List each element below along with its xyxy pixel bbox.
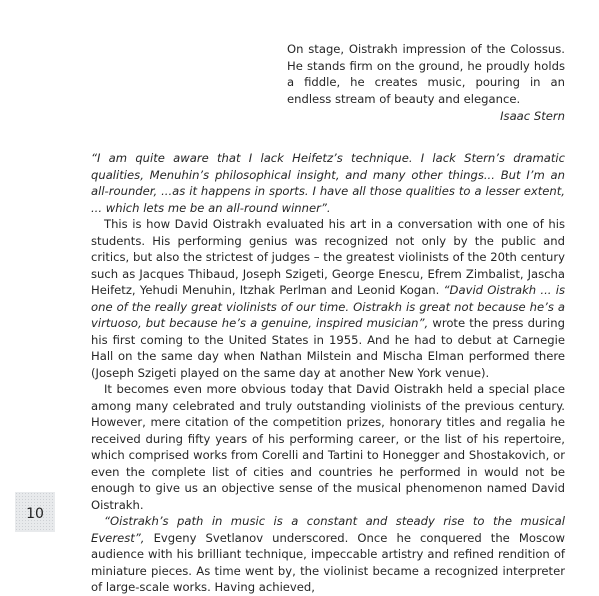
paragraph-text: wrote the press during his first coming to the United States in 1955. And he had to debut at Carnegie Hall on the same day when Nathan Milstein and Mischa Elman performed there (Joseph Szigeti played on the same day at another New York venue).: [91, 316, 565, 380]
svetlanov-quote: “Oistrakh’s path in music is a constant and steady rise to the musical Everest”,: [91, 514, 565, 545]
press-quote: “David Oistrakh ... is one of the really great violinists of our time. Oistrakh is great not because he’s a virtuoso, but because he’s a genuine, inspired musician”,: [91, 283, 565, 330]
epigraph: [287, 41, 565, 125]
page-number: 10: [26, 506, 44, 522]
page-number-box: [15, 492, 55, 532]
epigraph-author: Isaac Stern: [500, 109, 565, 123]
paragraph-quote-oistrakh: [91, 150, 565, 216]
paragraph-evaluation: [91, 216, 565, 381]
paragraph-everest: [91, 513, 565, 596]
oistrakh-quote: “I am quite aware that I lack Heifetz’s technique. I lack Stern’s dramatic qualities, Menuhin’s philosophical insight, and many other things... But I’m an all-rounder, ...as it happens in sports. I have all those qualities to a lesser extent, ... which lets me be an all-round winner”.: [91, 151, 565, 215]
paragraph-text: Evgeny Svetlanov underscored. Once he conquered the Moscow audience with his brilliant technique, impeccable artistry and refined rendition of miniature pieces. As time went by, the violinist became a recognized interpreter of large-scale works. Having achieved,: [91, 530, 565, 594]
body-text: [91, 150, 565, 596]
paragraph-text: This is how David Oistrakh evaluated his art in a conversation with one of his students. His performing genius was recognized not only by the public and critics, but also the strictest of judges – the greatest violinists of the 20th century such as Jacques Thibaud, Joseph Szigeti, George Enescu, Efrem Zimbalist, Jascha Heifetz, Yehudi Menuhin, Itzhak Perlman and Leonid Kogan.: [91, 217, 565, 297]
epigraph-text: On stage, Oistrakh impression of the Colossus. He stands firm on the ground, he proudly holds a fiddle, he creates music, pouring in an endless stream of beauty and elegance.: [287, 42, 565, 106]
paragraph-special-place: It becomes even more obvious today that David Oistrakh held a special place among many celebrated and truly outstanding violinists of the previous century. However, mere citation of the competition prizes, honorary titles and regalia he received during fifty years of his performing career, or the list of his repertoire, which comprised works from Corelli and Tartini to Honegger and Shostakovich, or even the complete list of cities and countries he performed in would not be enough to give us an objective sense of the musical phenomenon named David Oistrakh.: [91, 382, 565, 512]
